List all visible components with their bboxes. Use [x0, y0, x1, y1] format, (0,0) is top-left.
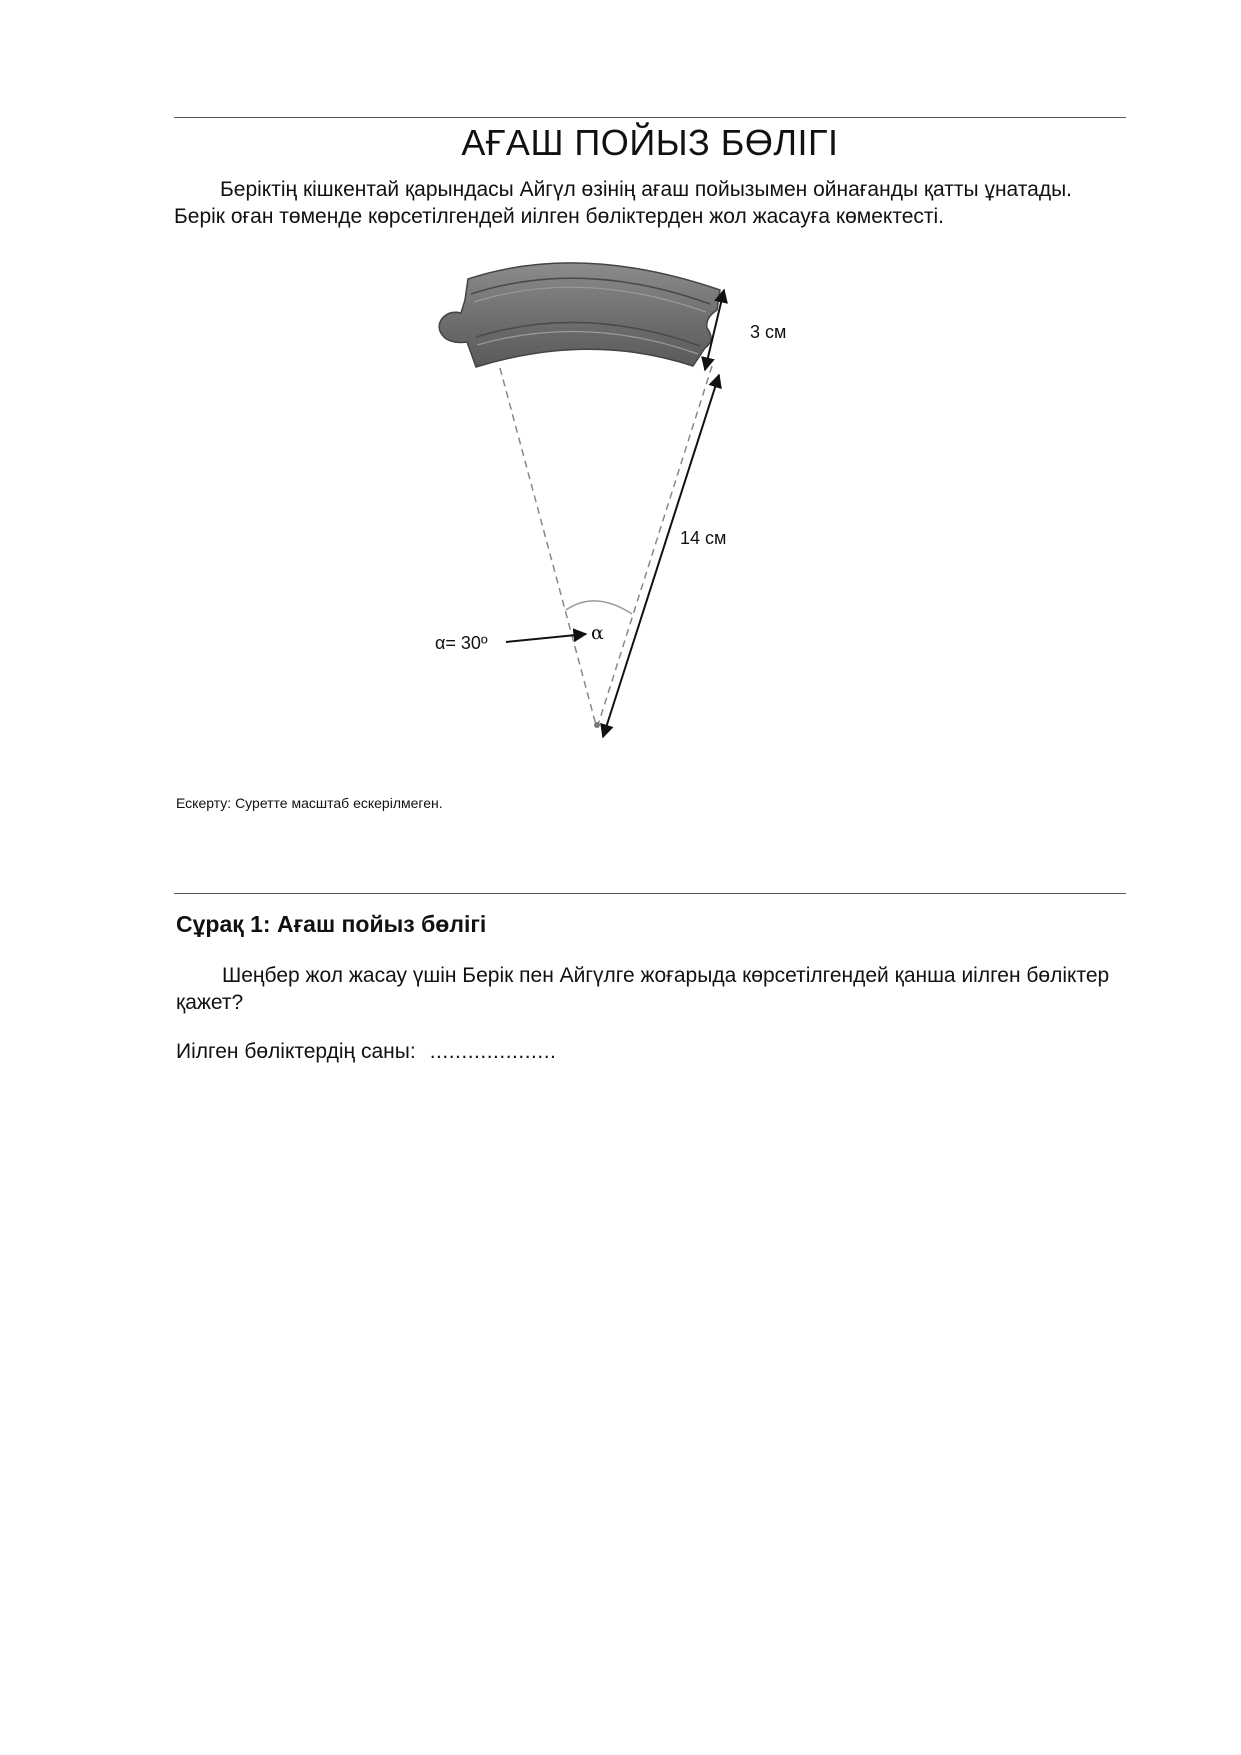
center-point [594, 722, 600, 728]
question-text: Шеңбер жол жасау үшін Берік пен Айгүлге жоғарыда көрсетілгендей қанша иілген бөліктер қажет? [176, 964, 1110, 1014]
curved-track-piece [439, 263, 720, 367]
question-paragraph [176, 962, 1126, 1016]
scale-note: Ескерту: Суретте масштаб ескерілмеген. [176, 795, 443, 811]
top-rule [174, 117, 1126, 118]
angle-symbol: α [591, 622, 604, 644]
radius-label: 14 см [680, 528, 727, 548]
left-radius-guide [500, 368, 596, 725]
page-title: АҒАШ ПОЙЫЗ БӨЛІГІ [461, 122, 839, 163]
question-heading: Сұрақ 1: Ағаш пойыз бөлігі [176, 911, 487, 937]
question-rule [174, 893, 1126, 894]
track-piece-figure [420, 250, 820, 745]
answer-blank[interactable]: .................... [429, 1040, 557, 1063]
answer-label: Иілген бөліктердің саны: [176, 1040, 416, 1063]
answer-line [176, 1040, 556, 1064]
angle-value-label: α= 30º [435, 633, 488, 653]
radius-dimension-arrow [603, 375, 719, 737]
width-label: 3 см [750, 322, 787, 342]
intro-text: Беріктің кішкентай қарындасы Айгүл өзінің ағаш пойызымен ойнағанды қатты ұнатады. Берік оған төменде көрсетілгендей иілген бөліктерден жол жасауға көмектесті. [174, 178, 1072, 228]
intro-paragraph [174, 176, 1126, 230]
angle-arc [566, 601, 632, 614]
